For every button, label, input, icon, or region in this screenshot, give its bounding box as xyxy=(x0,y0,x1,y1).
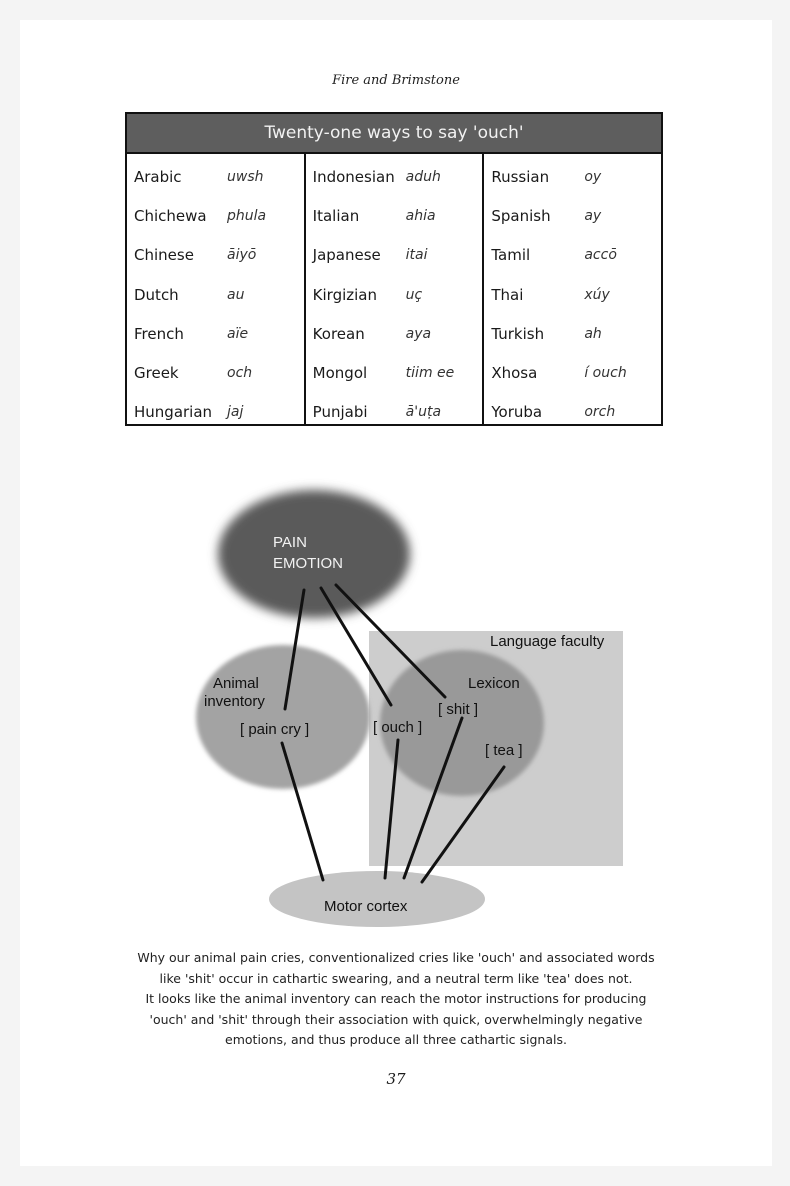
ouch-word: itai xyxy=(405,247,428,264)
animal-inventory-node xyxy=(196,645,370,789)
language-name: French xyxy=(134,324,184,343)
language-name: Yoruba xyxy=(491,403,543,422)
ouch-word: aduh xyxy=(405,168,441,185)
ouch-word: och xyxy=(227,365,253,382)
caption-line: 'ouch' and 'shit' through their association with quick, overwhelmingly negative xyxy=(149,1011,643,1027)
ouch-word: tiim ee xyxy=(405,365,455,382)
language-name: Kirgizian xyxy=(312,285,378,304)
language-name: Korean xyxy=(312,324,365,343)
caption-line: like 'shit' occur in cathartic swearing, and a neutral term like 'tea' does not. xyxy=(159,970,633,986)
running-head: Fire and Brimstone xyxy=(332,73,460,88)
language-name: Hungarian xyxy=(134,403,213,422)
ouch-word: ā'uṭa xyxy=(405,404,442,421)
language-name: Turkish xyxy=(491,324,545,343)
page-number: 37 xyxy=(386,1070,406,1088)
caption-line: Why our animal pain cries, conventionalized cries like 'ouch' and associated words xyxy=(137,950,655,965)
language-name: Italian xyxy=(312,206,360,225)
ouch-word: aya xyxy=(405,325,432,342)
ouch-word: ah xyxy=(584,325,602,342)
language-name: Xhosa xyxy=(491,364,538,383)
language-name: Chichewa xyxy=(134,206,207,225)
ouch-word: au xyxy=(227,286,245,303)
ouch-word: uç xyxy=(405,286,423,303)
pain-emotion-label-line2: EMOTION xyxy=(273,555,343,572)
language-name: Greek xyxy=(134,364,179,383)
language-name: Dutch xyxy=(134,285,179,304)
pain-swearing-diagram xyxy=(20,20,772,950)
ouch-word: orch xyxy=(584,404,616,421)
pain-emotion-node xyxy=(218,490,410,618)
ouch-word: āiyō xyxy=(227,247,257,264)
tea-term: [ tea ] xyxy=(485,742,523,759)
language-name: Arabic xyxy=(134,167,182,186)
animal-inventory-label-line1: Animal xyxy=(213,675,259,692)
ouch-word: ay xyxy=(584,207,602,224)
language-name: Russian xyxy=(491,167,550,186)
motor-cortex-label: Motor cortex xyxy=(324,898,408,915)
caption-line: emotions, and thus produce all three cathartic signals. xyxy=(225,1032,567,1047)
lexicon-label: Lexicon xyxy=(468,675,520,692)
language-name: Tamil xyxy=(491,246,531,265)
ouch-word: xúy xyxy=(584,286,610,303)
ouch-word: jaj xyxy=(227,404,244,421)
pain-emotion-label-line1: PAIN xyxy=(273,534,307,551)
caption-line: It looks like the animal inventory can reach the motor instructions for producing xyxy=(145,991,647,1006)
book-page xyxy=(20,20,772,1166)
language-name: Japanese xyxy=(312,246,381,265)
ouch-word: phula xyxy=(227,207,267,224)
ouch-word: uwsh xyxy=(227,168,264,185)
ouch-word: í ouch xyxy=(584,365,627,382)
language-name: Mongol xyxy=(312,364,368,383)
ouch-word: accō xyxy=(584,247,617,264)
table-title: Twenty-one ways to say 'ouch' xyxy=(127,114,661,154)
language-name: Chinese xyxy=(134,246,194,265)
pain-cry-term: [ pain cry ] xyxy=(240,721,310,738)
language-name: Indonesian xyxy=(312,167,395,186)
animal-inventory-label-line2: inventory xyxy=(204,693,265,710)
language-name: Thai xyxy=(491,285,524,304)
ouch-word: oy xyxy=(584,168,602,185)
figure-caption xyxy=(130,948,662,1051)
language-name: Spanish xyxy=(491,206,551,225)
ouch-word: ahia xyxy=(405,207,436,224)
shit-term: [ shit ] xyxy=(438,701,479,718)
language-name: Punjabi xyxy=(312,403,368,422)
ouch-term: [ ouch ] xyxy=(373,719,423,736)
language-faculty-label: Language faculty xyxy=(490,633,605,650)
ouch-word: aïe xyxy=(227,325,249,342)
